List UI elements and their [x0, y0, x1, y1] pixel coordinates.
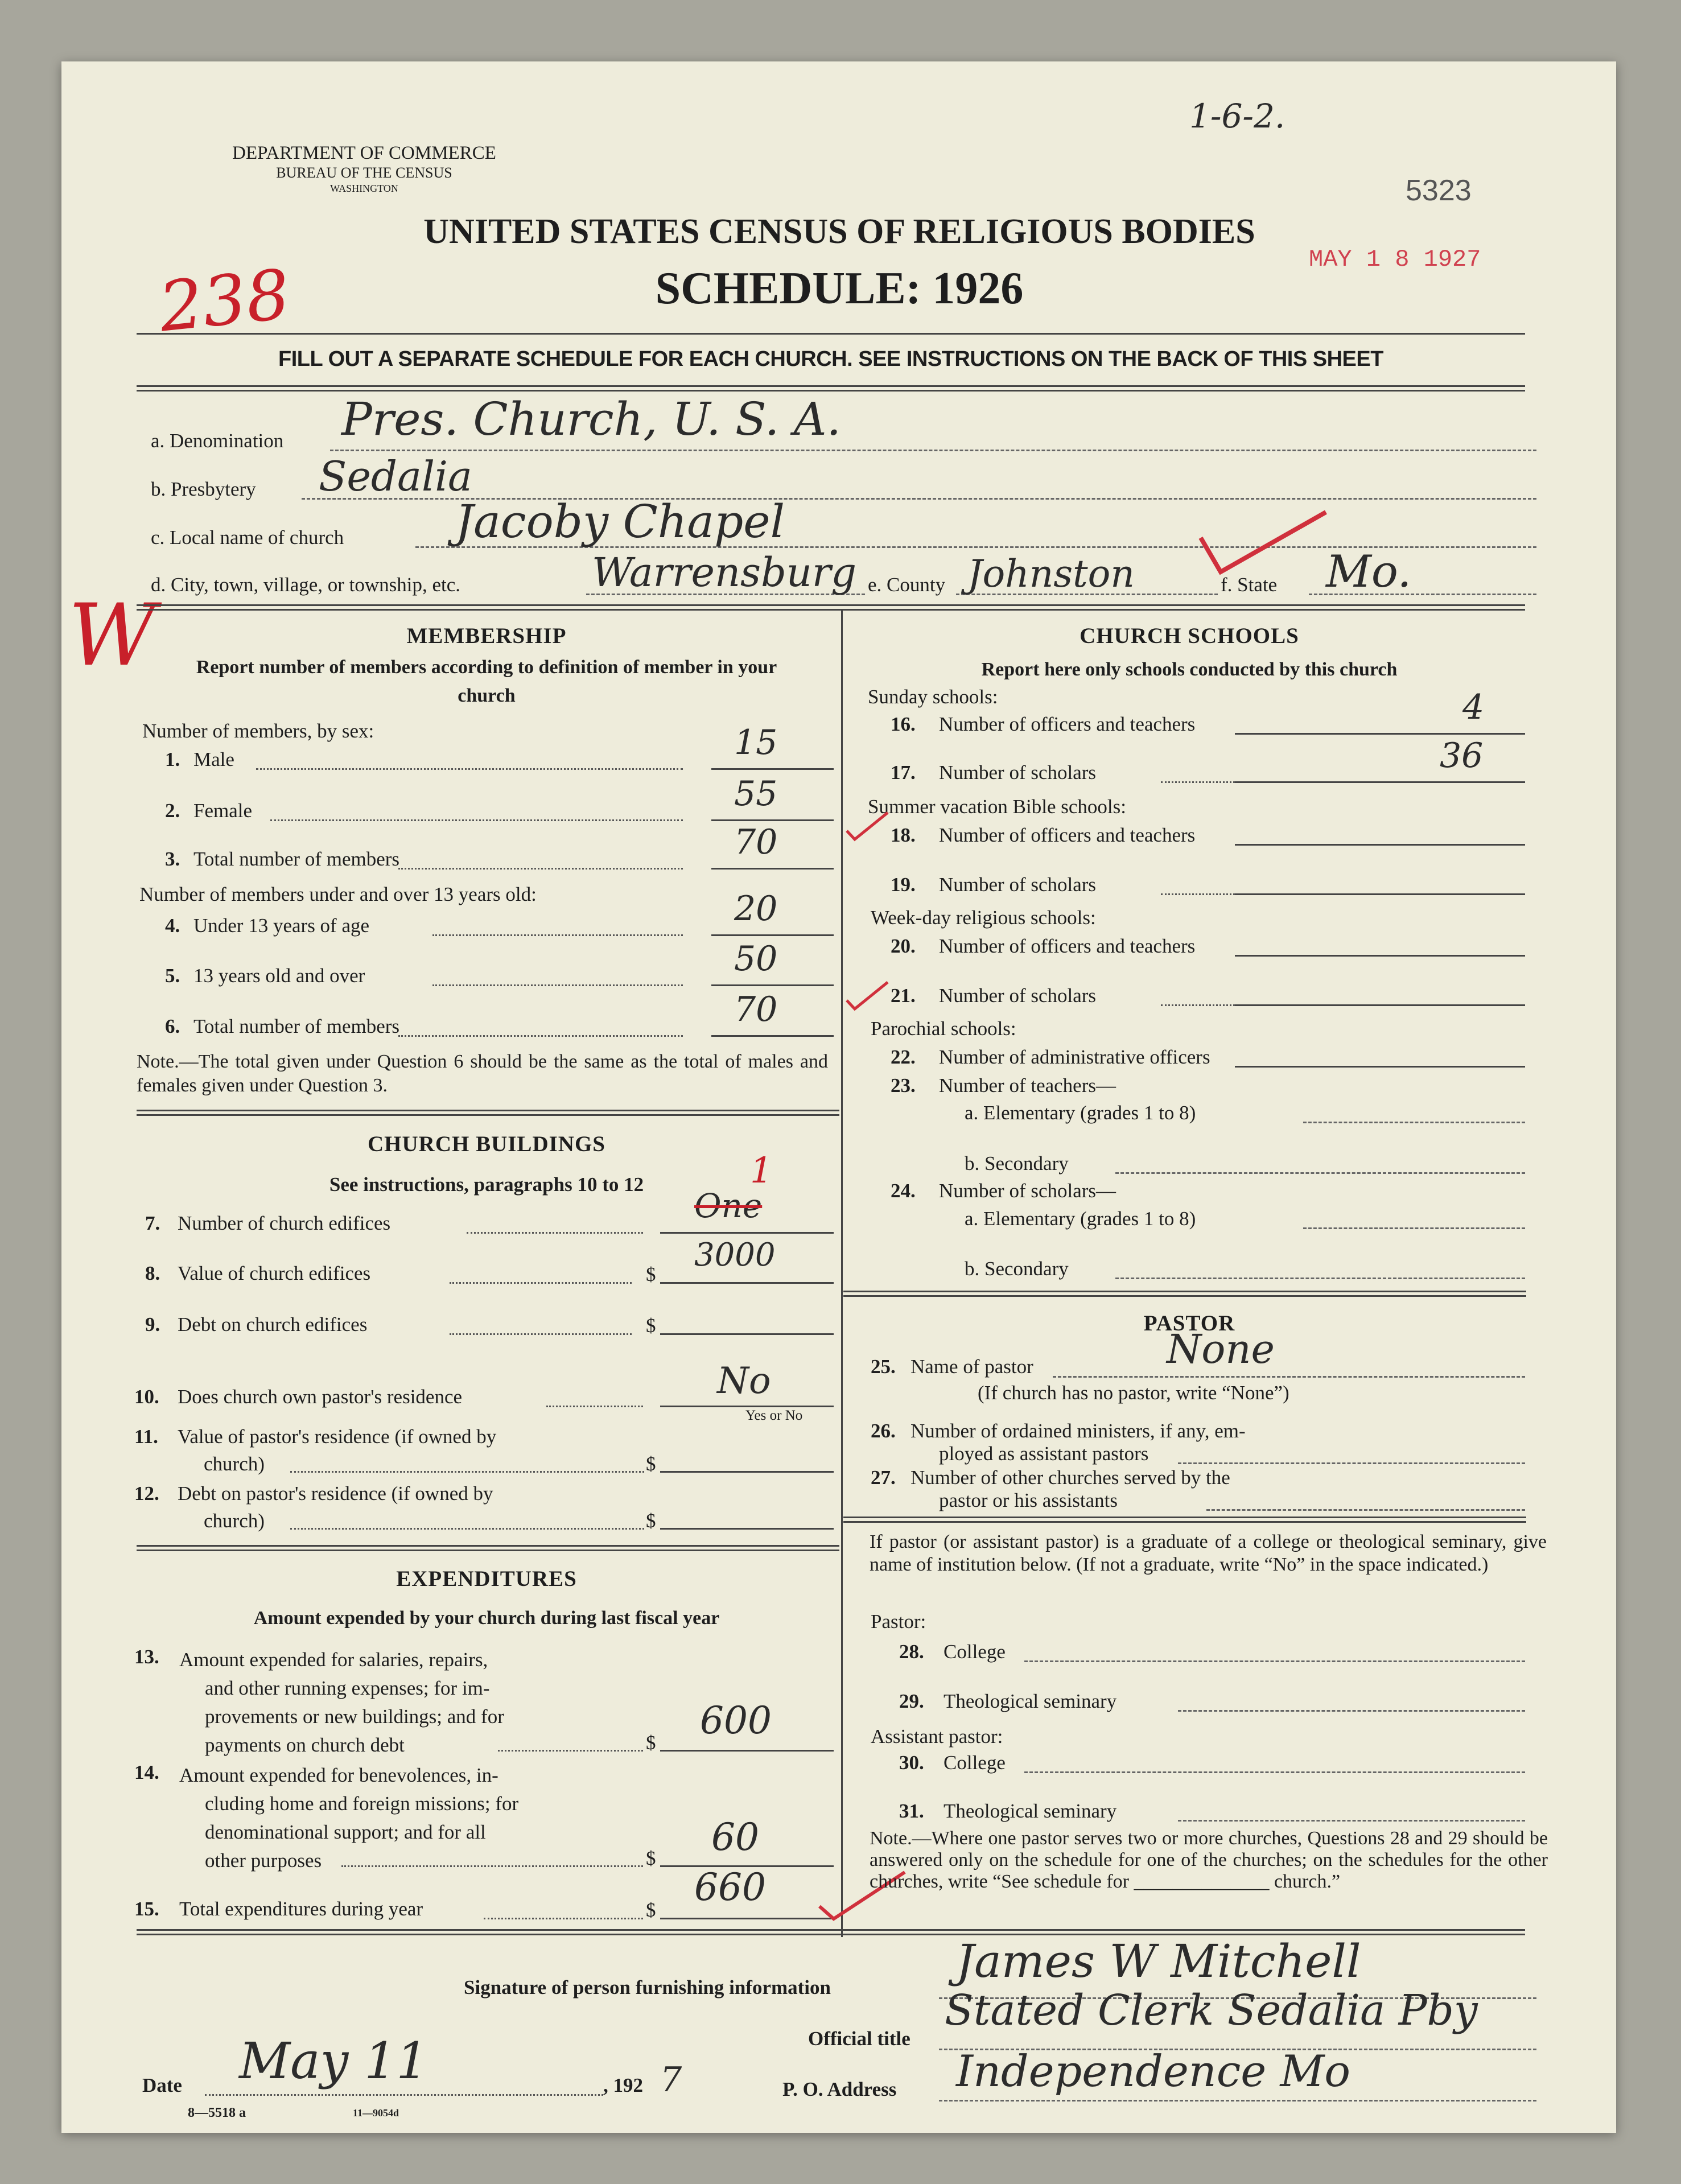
- total-by-age-number: 6.: [165, 1015, 180, 1037]
- po-address-label: P. O. Address: [782, 2078, 897, 2100]
- graduate-note: If pastor (or assistant pastor) is a graduate of a college or theological seminary, give name of institution below. (If not a graduate, write “No” in the space indicated.): [870, 1531, 1547, 1575]
- buildings-heading: CHURCH BUILDINGS: [368, 1132, 605, 1156]
- q23a-label: a. Elementary (grades 1 to 8): [965, 1102, 1196, 1124]
- officers-teachers-summer-number: 18.: [891, 824, 916, 846]
- q10-residence-number: 10.: [134, 1386, 159, 1408]
- q14-number: 14.: [134, 1761, 159, 1783]
- expenditures-subtitle: Amount expended by your church during last fiscal year: [253, 1608, 720, 1629]
- q24-number: 24.: [891, 1180, 916, 1202]
- local-name-value[interactable]: Jacoby Chapel: [455, 495, 785, 548]
- double-rule: [137, 1545, 839, 1551]
- administrative-officers-number: 22.: [891, 1046, 916, 1068]
- q24b-line[interactable]: [1115, 1278, 1525, 1279]
- q24b-label: b. Secondary: [965, 1258, 1069, 1280]
- signature-label: Signature of person furnishing information: [464, 1976, 831, 1998]
- scholars-sunday-leader: [1161, 781, 1235, 783]
- form-title: UNITED STATES CENSUS OF RELIGIOUS BODIES: [423, 212, 1255, 251]
- scholars-sunday-value[interactable]: 36: [1440, 736, 1484, 776]
- over-13-count-value[interactable]: 50: [734, 939, 778, 979]
- sunday-schools-label: Sunday schools:: [868, 686, 998, 708]
- scholars-weekday-number: 21.: [891, 984, 916, 1007]
- q24a-label: a. Elementary (grades 1 to 8): [965, 1208, 1196, 1230]
- q14-line: Amount expended for benevolences, in-: [179, 1764, 498, 1786]
- q12-number: 12.: [134, 1482, 159, 1505]
- city-value[interactable]: Warrensburg: [592, 549, 857, 596]
- q15-number: 15.: [134, 1898, 159, 1920]
- officers-teachers-sunday-answer-line: [1235, 733, 1525, 735]
- total-by-age-leader: [398, 1035, 683, 1037]
- double-rule: [137, 604, 1525, 611]
- q7-correction-value[interactable]: 1: [750, 1149, 773, 1191]
- assistant-subheading: Assistant pastor:: [871, 1725, 1003, 1748]
- under-13-count-label: Under 13 years of age: [193, 914, 370, 937]
- q12-label-a: Debt on pastor's residence (if owned by: [178, 1482, 493, 1505]
- received-date-stamp: MAY 1 8 1927: [1309, 246, 1481, 273]
- presbytery-value[interactable]: Sedalia: [319, 452, 472, 500]
- over-13-count-leader: [432, 984, 683, 986]
- schedule-title: SCHEDULE: 1926: [655, 263, 1024, 314]
- under-13-count-answer-line: [711, 934, 834, 936]
- q11-number: 11.: [134, 1425, 158, 1448]
- date-value[interactable]: May 11: [239, 2031, 429, 2090]
- q26-number: 26.: [871, 1420, 896, 1442]
- buildings-subtitle: See instructions, paragraphs 10 to 12: [329, 1173, 644, 1196]
- administrative-officers-answer-line[interactable]: [1235, 1066, 1525, 1068]
- male-count-answer-line: [711, 768, 834, 770]
- city-label: d. City, town, village, or township, etc.: [151, 574, 461, 596]
- q13-label: [179, 1646, 504, 1759]
- q23-number: 23.: [891, 1074, 916, 1097]
- membership-subtitle: Report number of members according to definition of member in your church: [196, 657, 777, 706]
- q10-residence-value[interactable]: No: [717, 1360, 771, 1402]
- q26-label-b: ployed as assistant pastors: [939, 1443, 1149, 1465]
- q13-answer-line: [660, 1750, 834, 1752]
- scholars-summer-answer-line[interactable]: [1235, 893, 1525, 895]
- female-count-value[interactable]: 55: [734, 774, 778, 814]
- double-rule: [137, 385, 1525, 392]
- pastor-name-value[interactable]: None: [1167, 1326, 1275, 1373]
- q31-number: 31.: [899, 1800, 924, 1822]
- q23b-label: b. Secondary: [965, 1152, 1069, 1175]
- q14-value[interactable]: 60: [711, 1815, 759, 1859]
- q24a-line[interactable]: [1303, 1227, 1525, 1229]
- q25-number: 25.: [871, 1355, 896, 1378]
- under-13-count-leader: [432, 934, 683, 936]
- q23-label: Number of teachers—: [939, 1074, 1116, 1097]
- q12-dollar: $: [646, 1510, 656, 1532]
- female-count-number: 2.: [165, 800, 180, 822]
- scholars-sunday-number: 17.: [891, 761, 916, 784]
- state-label: f. State: [1221, 574, 1278, 596]
- red-checkmark-icon: [1195, 506, 1332, 580]
- q15-answer-line: [660, 1918, 834, 1919]
- q11-label-a: Value of pastor's residence (if owned by: [178, 1425, 497, 1448]
- scholars-weekday-answer-line[interactable]: [1235, 1004, 1525, 1006]
- q10-residence-label: Does church own pastor's residence: [178, 1386, 463, 1408]
- state-value[interactable]: Mo.: [1326, 546, 1412, 597]
- form-number: 8—5518 a: [188, 2105, 246, 2120]
- instruction-line: FILL OUT A SEPARATE SCHEDULE FOR EACH CHURCH. SEE INSTRUCTIONS ON THE BACK OF THIS SHEET: [278, 347, 1383, 371]
- signature-value[interactable]: James W Mitchell: [956, 1935, 1361, 1988]
- pastor-heading: PASTOR: [1143, 1311, 1235, 1336]
- members-by-sex-label: Number of members, by sex:: [142, 720, 374, 742]
- q31-asst-seminary-label: Theological seminary: [943, 1800, 1117, 1822]
- po-address-value[interactable]: Independence Mo: [956, 2046, 1351, 2096]
- department-name: DEPARTMENT OF COMMERCE: [232, 143, 496, 163]
- membership-heading: MEMBERSHIP: [406, 624, 567, 648]
- q29-seminary-label: Theological seminary: [943, 1690, 1117, 1712]
- denomination-value[interactable]: Pres. Church, U. S. A.: [341, 393, 841, 446]
- red-letter-mark: W: [68, 586, 156, 685]
- q13-value[interactable]: 600: [700, 1699, 772, 1742]
- q9-debt-number: 9.: [145, 1313, 160, 1336]
- schools-heading: CHURCH SCHOOLS: [1080, 624, 1299, 648]
- q27-label-a: Number of other churches served by the: [910, 1466, 1230, 1489]
- members-by-age-label: Number of members under and over 13 years old:: [139, 883, 537, 905]
- total-members-label: Total number of members: [193, 848, 400, 870]
- q26-line[interactable]: [1178, 1462, 1525, 1464]
- q9-debt-dollar: $: [646, 1314, 656, 1337]
- q13-dollar: $: [646, 1732, 656, 1754]
- presbytery-label: b. Presbytery: [151, 478, 256, 500]
- total-by-age-value[interactable]: 70: [734, 990, 778, 1029]
- bureau-city: WASHINGTON: [330, 183, 398, 194]
- official-title-label: Official title: [808, 2028, 910, 2050]
- q13-number: 13.: [134, 1646, 159, 1668]
- q12-leader: [290, 1528, 644, 1530]
- over-13-count-number: 5.: [165, 965, 180, 987]
- female-count-answer-line: [711, 819, 834, 821]
- administrative-officers-label: Number of administrative officers: [939, 1046, 1210, 1068]
- parochial-schools-label: Parochial schools:: [871, 1017, 1016, 1040]
- q8-value-leader: [450, 1282, 632, 1284]
- female-count-leader: [270, 819, 683, 821]
- q14-line: denominational support; and for all: [205, 1821, 486, 1843]
- q25-hint: (If church has no pastor, write “None”): [978, 1382, 1289, 1404]
- q13-line: payments on church debt: [205, 1734, 405, 1756]
- scholars-weekday-leader: [1161, 1004, 1235, 1006]
- q11-leader: [290, 1471, 644, 1473]
- scholars-summer-number: 19.: [891, 873, 916, 896]
- officers-teachers-sunday-number: 16.: [891, 713, 916, 735]
- q7-edifices-number: 7.: [145, 1212, 160, 1234]
- year-printed: , 192: [603, 2074, 643, 2096]
- q14-label: [179, 1761, 518, 1875]
- po-address-line: [939, 2100, 1536, 2101]
- schools-subtitle: Report here only schools conducted by this church: [981, 659, 1398, 680]
- q15-value[interactable]: 660: [694, 1865, 766, 1909]
- q8-value-value[interactable]: 3000: [694, 1237, 776, 1274]
- q13-line: and other running expenses; for im-: [205, 1677, 490, 1699]
- scholars-summer-label: Number of scholars: [939, 873, 1097, 896]
- double-rule: [843, 1517, 1526, 1523]
- q31-asst-seminary-line[interactable]: [1178, 1820, 1525, 1822]
- q30-asst-college-label: College: [943, 1752, 1006, 1774]
- q12-label-b: church): [204, 1510, 265, 1532]
- male-count-label: Male: [193, 748, 234, 770]
- over-13-count-label: 13 years old and over: [193, 965, 365, 987]
- denomination-line: [330, 450, 1536, 451]
- scholars-weekday-label: Number of scholars: [939, 984, 1097, 1007]
- corner-code: 1-6-2.: [1189, 97, 1286, 135]
- q10-residence-leader: [546, 1406, 643, 1407]
- q7-edifices-leader: [467, 1232, 643, 1234]
- department-heading: [159, 142, 569, 195]
- q11-label-b: church): [204, 1453, 265, 1475]
- male-count-value[interactable]: 15: [734, 723, 778, 763]
- officers-teachers-sunday-label: Number of officers and teachers: [939, 713, 1196, 735]
- female-count-label: Female: [193, 800, 253, 822]
- officers-teachers-summer-label: Number of officers and teachers: [939, 824, 1196, 846]
- q28-college-label: College: [943, 1641, 1006, 1663]
- q7-edifices-label: Number of church edifices: [178, 1212, 391, 1234]
- print-number: 11—9054d: [353, 2107, 399, 2119]
- q28-college-line[interactable]: [1024, 1660, 1525, 1662]
- officers-teachers-summer-answer-line[interactable]: [1235, 844, 1525, 846]
- total-members-leader: [398, 868, 683, 870]
- q9-debt-label: Debt on church edifices: [178, 1313, 368, 1336]
- q29-number: 29.: [899, 1690, 924, 1712]
- county-label: e. County: [868, 574, 946, 596]
- q27-label-b: pastor or his assistants: [939, 1489, 1118, 1511]
- pastor-subheading: Pastor:: [871, 1610, 926, 1633]
- bureau-name: BUREAU OF THE CENSUS: [276, 164, 452, 181]
- q25-line: [1053, 1376, 1525, 1378]
- q13-line: provements or new buildings; and for: [205, 1705, 504, 1728]
- q8-value-label: Value of church edifices: [178, 1262, 371, 1284]
- q14-leader: [341, 1865, 643, 1867]
- total-members-number: 3.: [165, 848, 180, 870]
- q7-edifices-value[interactable]: One: [694, 1186, 763, 1225]
- q9-debt-leader: [450, 1333, 632, 1335]
- q14-line: cluding home and foreign missions; for: [205, 1792, 519, 1815]
- date-label: Date: [142, 2074, 182, 2096]
- q8-value-dollar: $: [646, 1263, 656, 1285]
- q30-number: 30.: [899, 1752, 924, 1774]
- q12-answer-line[interactable]: [660, 1528, 834, 1530]
- scholars-summer-leader: [1161, 893, 1235, 895]
- total-members-answer-line: [711, 868, 834, 870]
- q11-dollar: $: [646, 1453, 656, 1475]
- pastor-note: Note.—Where one pastor serves two or more churches, Questions 28 and 29 should be answered only on the schedule for one of the churches; on the schedules for the other churches, write “See schedule for ______________ church.”: [870, 1828, 1548, 1892]
- q13-line: Amount expended for salaries, repairs,: [179, 1649, 488, 1671]
- officers-teachers-weekday-answer-line[interactable]: [1235, 955, 1525, 957]
- q23a-line[interactable]: [1303, 1122, 1525, 1123]
- q13-leader: [498, 1750, 643, 1752]
- q7-edifices-answer-line: [660, 1232, 834, 1234]
- rule: [137, 333, 1525, 335]
- red-file-number: 238: [155, 255, 294, 348]
- q11-answer-line[interactable]: [660, 1471, 834, 1473]
- total-by-age-label: Total number of members: [193, 1015, 400, 1037]
- over-13-count-answer-line: [711, 984, 834, 986]
- q9-debt-answer-line[interactable]: [660, 1333, 834, 1335]
- q15-leader: [484, 1918, 643, 1919]
- expenditures-heading: EXPENDITURES: [396, 1567, 577, 1591]
- scholars-sunday-label: Number of scholars: [939, 761, 1097, 784]
- officers-teachers-weekday-label: Number of officers and teachers: [939, 935, 1196, 957]
- q27-number: 27.: [871, 1466, 896, 1489]
- red-checkmark-icon: [842, 978, 893, 1012]
- q25-label: Name of pastor: [910, 1355, 1033, 1378]
- county-value[interactable]: Johnston: [967, 552, 1135, 596]
- q15-dollar: $: [646, 1899, 656, 1921]
- officers-teachers-sunday-value[interactable]: 4: [1462, 687, 1485, 727]
- q10-residence-answer-line: [660, 1406, 834, 1407]
- q8-value-answer-line: [660, 1282, 834, 1284]
- total-by-age-answer-line: [711, 1035, 834, 1037]
- local-name-label: c. Local name of church: [151, 526, 344, 549]
- under-13-count-number: 4.: [165, 914, 180, 937]
- officers-teachers-weekday-number: 20.: [891, 935, 916, 957]
- yes-no-hint: Yes or No: [745, 1408, 803, 1423]
- summer-schools-label: Summer vacation Bible schools:: [868, 796, 1126, 818]
- under-13-count-value[interactable]: 20: [734, 889, 778, 929]
- q15-label: Total expenditures during year: [179, 1898, 423, 1920]
- q28-number: 28.: [899, 1641, 924, 1663]
- red-checkmark-icon: [842, 808, 893, 842]
- male-count-leader: [256, 768, 683, 770]
- q27-line[interactable]: [1206, 1509, 1525, 1511]
- date-line: [205, 2094, 603, 2096]
- double-rule: [137, 1110, 839, 1116]
- year-handwritten[interactable]: 7: [660, 2060, 682, 2100]
- official-title-value[interactable]: Stated Clerk Sedalia Pby: [945, 1986, 1478, 2035]
- q24-label: Number of scholars—: [939, 1180, 1116, 1202]
- male-count-number: 1.: [165, 748, 180, 770]
- stamp-number: 5323: [1406, 174, 1472, 207]
- q14-line: other purposes: [205, 1849, 322, 1872]
- q26-label-a: Number of ordained ministers, if any, em-: [910, 1420, 1246, 1442]
- total-members-value[interactable]: 70: [734, 822, 778, 862]
- q8-value-number: 8.: [145, 1262, 160, 1284]
- denomination-label: a. Denomination: [151, 430, 284, 452]
- scholars-sunday-answer-line: [1235, 781, 1525, 783]
- q30-asst-college-line[interactable]: [1024, 1771, 1525, 1773]
- membership-note: Note.—The total given under Question 6 should be the same as the total of males and females given under Question 3.: [137, 1051, 828, 1096]
- weekday-schools-label: Week-day religious schools:: [871, 906, 1096, 929]
- q29-seminary-line[interactable]: [1178, 1710, 1525, 1712]
- q23b-line[interactable]: [1115, 1172, 1525, 1174]
- double-rule: [843, 1291, 1526, 1297]
- q14-dollar: $: [646, 1847, 656, 1869]
